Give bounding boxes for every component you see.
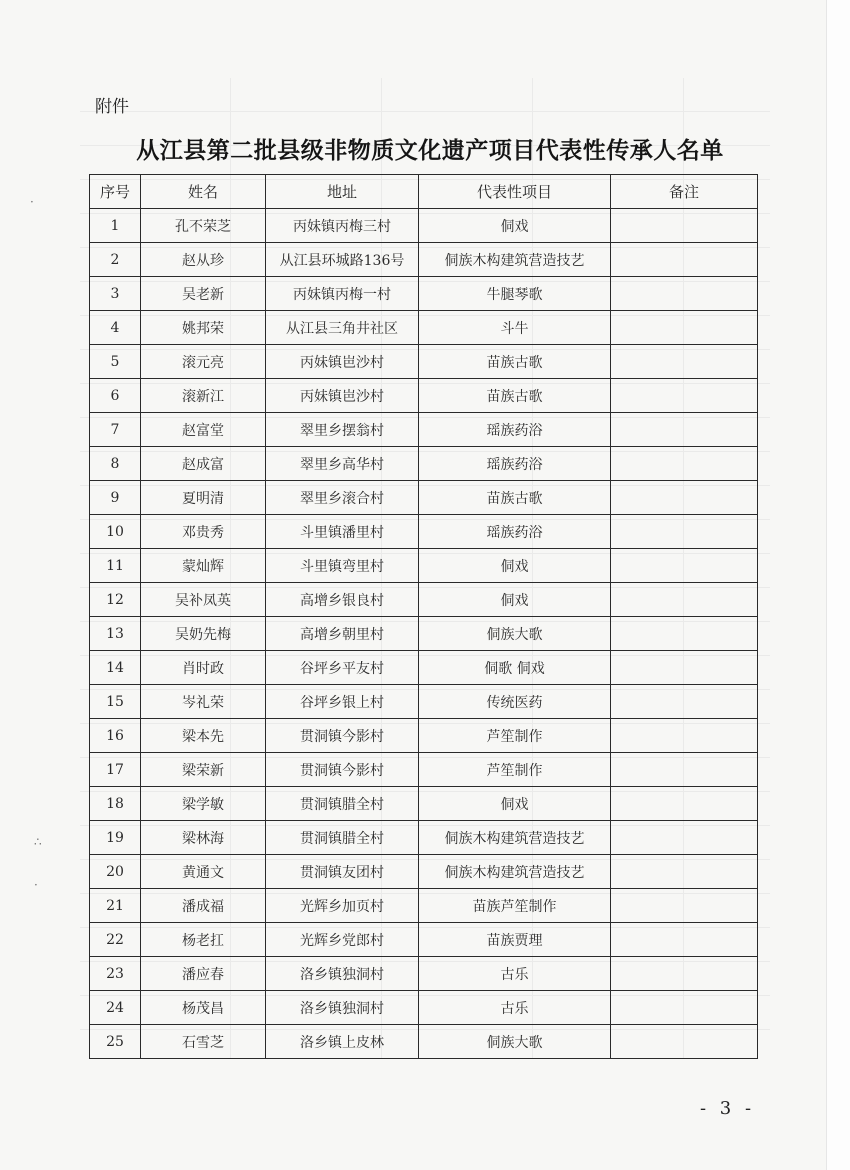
cell-seq: 10 <box>90 515 141 549</box>
cell-seq: 16 <box>90 719 141 753</box>
cell-address: 贯洞镇腊全村 <box>266 787 419 821</box>
cell-name: 石雪芝 <box>141 1025 266 1059</box>
cell-seq: 9 <box>90 481 141 515</box>
table-row <box>90 481 758 515</box>
cell-remark <box>611 855 758 889</box>
header-name: 姓名 <box>141 175 266 209</box>
cell-address: 从江县三角井社区 <box>266 311 419 345</box>
cell-remark <box>611 719 758 753</box>
cell-seq: 17 <box>90 753 141 787</box>
cell-project: 苗族贾理 <box>419 923 611 957</box>
cell-address: 翠里乡高华村 <box>266 447 419 481</box>
cell-address: 谷坪乡平友村 <box>266 651 419 685</box>
cell-seq: 25 <box>90 1025 141 1059</box>
cell-project: 侗戏 <box>419 549 611 583</box>
cell-address: 从江县环城路136号 <box>266 243 419 277</box>
cell-address: 高增乡朝里村 <box>266 617 419 651</box>
cell-seq: 7 <box>90 413 141 447</box>
scan-speck: ∴ <box>34 835 42 849</box>
cell-remark <box>611 311 758 345</box>
table-row <box>90 311 758 345</box>
cell-remark <box>611 787 758 821</box>
cell-project: 侗族大歌 <box>419 617 611 651</box>
cell-name: 潘成福 <box>141 889 266 923</box>
table-row <box>90 1025 758 1059</box>
cell-project: 瑶族药浴 <box>419 447 611 481</box>
cell-project: 侗族木构建筑营造技艺 <box>419 243 611 277</box>
cell-seq: 19 <box>90 821 141 855</box>
cell-remark <box>611 549 758 583</box>
cell-name: 邓贵秀 <box>141 515 266 549</box>
table-row <box>90 889 758 923</box>
cell-name: 梁林海 <box>141 821 266 855</box>
cell-seq: 12 <box>90 583 141 617</box>
table-row <box>90 753 758 787</box>
cell-address: 斗里镇潘里村 <box>266 515 419 549</box>
cell-name: 肖时政 <box>141 651 266 685</box>
cell-name: 夏明清 <box>141 481 266 515</box>
cell-seq: 22 <box>90 923 141 957</box>
cell-remark <box>611 651 758 685</box>
cell-remark <box>611 447 758 481</box>
table-row <box>90 515 758 549</box>
cell-address: 洛乡镇独洞村 <box>266 957 419 991</box>
scan-speck: · <box>34 878 38 892</box>
cell-project: 侗戏 <box>419 787 611 821</box>
cell-seq: 2 <box>90 243 141 277</box>
table-row <box>90 719 758 753</box>
document-title: 从江县第二批县级非物质文化遗产项目代表性传承人名单 <box>136 138 724 164</box>
cell-remark <box>611 481 758 515</box>
cell-name: 杨老扛 <box>141 923 266 957</box>
cell-project: 侗族大歌 <box>419 1025 611 1059</box>
cell-address: 贯洞镇腊全村 <box>266 821 419 855</box>
table-body <box>90 209 758 1059</box>
cell-seq: 21 <box>90 889 141 923</box>
cell-name: 吴老新 <box>141 277 266 311</box>
cell-remark <box>611 379 758 413</box>
table-row <box>90 991 758 1025</box>
cell-seq: 5 <box>90 345 141 379</box>
cell-project: 侗戏 <box>419 209 611 243</box>
cell-project: 斗牛 <box>419 311 611 345</box>
cell-name: 滚新江 <box>141 379 266 413</box>
cell-name: 孔不荣芝 <box>141 209 266 243</box>
cell-seq: 24 <box>90 991 141 1025</box>
table-row <box>90 685 758 719</box>
cell-project: 瑶族药浴 <box>419 515 611 549</box>
table-row <box>90 413 758 447</box>
table-row <box>90 787 758 821</box>
cell-project: 瑶族药浴 <box>419 413 611 447</box>
cell-name: 梁本先 <box>141 719 266 753</box>
header-address: 地址 <box>266 175 419 209</box>
header-remark: 备注 <box>611 175 758 209</box>
cell-address: 光辉乡加页村 <box>266 889 419 923</box>
cell-name: 赵成富 <box>141 447 266 481</box>
cell-address: 贯洞镇友团村 <box>266 855 419 889</box>
table-row <box>90 583 758 617</box>
cell-address: 贯洞镇今影村 <box>266 719 419 753</box>
cell-remark <box>611 243 758 277</box>
cell-address: 丙妹镇岜沙村 <box>266 345 419 379</box>
table-row <box>90 855 758 889</box>
cell-address: 丙妹镇丙梅一村 <box>266 277 419 311</box>
cell-project: 苗族芦笙制作 <box>419 889 611 923</box>
inheritor-table <box>89 174 758 1059</box>
cell-name: 杨茂昌 <box>141 991 266 1025</box>
table-header-row <box>90 175 758 209</box>
cell-name: 岑礼荣 <box>141 685 266 719</box>
cell-seq: 15 <box>90 685 141 719</box>
cell-name: 吴奶先梅 <box>141 617 266 651</box>
cell-address: 贯洞镇今影村 <box>266 753 419 787</box>
scan-speck: · <box>30 195 34 209</box>
cell-project: 牛腿琴歌 <box>419 277 611 311</box>
cell-remark <box>611 1025 758 1059</box>
cell-address: 光辉乡党郎村 <box>266 923 419 957</box>
cell-project: 侗戏 <box>419 583 611 617</box>
cell-remark <box>611 889 758 923</box>
cell-address: 翠里乡滚合村 <box>266 481 419 515</box>
cell-name: 蒙灿辉 <box>141 549 266 583</box>
cell-address: 洛乡镇独洞村 <box>266 991 419 1025</box>
cell-seq: 13 <box>90 617 141 651</box>
cell-project: 苗族古歌 <box>419 345 611 379</box>
header-project: 代表性项目 <box>419 175 611 209</box>
cell-project: 芦笙制作 <box>419 753 611 787</box>
cell-address: 丙妹镇岜沙村 <box>266 379 419 413</box>
cell-remark <box>611 821 758 855</box>
cell-remark <box>611 957 758 991</box>
cell-seq: 18 <box>90 787 141 821</box>
cell-remark <box>611 345 758 379</box>
cell-remark <box>611 413 758 447</box>
cell-address: 斗里镇弯里村 <box>266 549 419 583</box>
table-row <box>90 617 758 651</box>
cell-seq: 1 <box>90 209 141 243</box>
cell-seq: 3 <box>90 277 141 311</box>
table-row <box>90 923 758 957</box>
cell-seq: 8 <box>90 447 141 481</box>
cell-address: 丙妹镇丙梅三村 <box>266 209 419 243</box>
table-row <box>90 957 758 991</box>
cell-project: 侗族木构建筑营造技艺 <box>419 821 611 855</box>
cell-name: 姚邦荣 <box>141 311 266 345</box>
cell-seq: 11 <box>90 549 141 583</box>
cell-project: 传统医药 <box>419 685 611 719</box>
page-number: - 3 - <box>700 1098 756 1119</box>
table-row <box>90 379 758 413</box>
table-row <box>90 243 758 277</box>
cell-name: 梁荣新 <box>141 753 266 787</box>
cell-address: 翠里乡摆翁村 <box>266 413 419 447</box>
cell-remark <box>611 515 758 549</box>
table-row <box>90 277 758 311</box>
cell-remark <box>611 583 758 617</box>
cell-seq: 14 <box>90 651 141 685</box>
cell-project: 苗族古歌 <box>419 481 611 515</box>
cell-remark <box>611 617 758 651</box>
table-row <box>90 651 758 685</box>
cell-seq: 23 <box>90 957 141 991</box>
cell-remark <box>611 991 758 1025</box>
cell-remark <box>611 753 758 787</box>
cell-name: 滚元亮 <box>141 345 266 379</box>
cell-remark <box>611 685 758 719</box>
cell-name: 吴补凤英 <box>141 583 266 617</box>
cell-seq: 4 <box>90 311 141 345</box>
scan-edge <box>826 0 850 1170</box>
cell-project: 苗族古歌 <box>419 379 611 413</box>
cell-project: 侗族木构建筑营造技艺 <box>419 855 611 889</box>
cell-name: 赵从珍 <box>141 243 266 277</box>
cell-address: 洛乡镇上皮林 <box>266 1025 419 1059</box>
cell-name: 黄通文 <box>141 855 266 889</box>
cell-remark <box>611 277 758 311</box>
table-row <box>90 821 758 855</box>
cell-address: 高增乡银良村 <box>266 583 419 617</box>
cell-remark <box>611 923 758 957</box>
table-row <box>90 345 758 379</box>
cell-seq: 20 <box>90 855 141 889</box>
attachment-label: 附件 <box>95 97 129 117</box>
table-row <box>90 209 758 243</box>
cell-project: 芦笙制作 <box>419 719 611 753</box>
cell-seq: 6 <box>90 379 141 413</box>
table-row <box>90 549 758 583</box>
cell-name: 梁学敏 <box>141 787 266 821</box>
cell-project: 古乐 <box>419 957 611 991</box>
cell-name: 潘应春 <box>141 957 266 991</box>
cell-project: 侗歌 侗戏 <box>419 651 611 685</box>
table-row <box>90 447 758 481</box>
cell-remark <box>611 209 758 243</box>
cell-project: 古乐 <box>419 991 611 1025</box>
header-seq: 序号 <box>90 175 141 209</box>
cell-address: 谷坪乡银上村 <box>266 685 419 719</box>
cell-name: 赵富堂 <box>141 413 266 447</box>
